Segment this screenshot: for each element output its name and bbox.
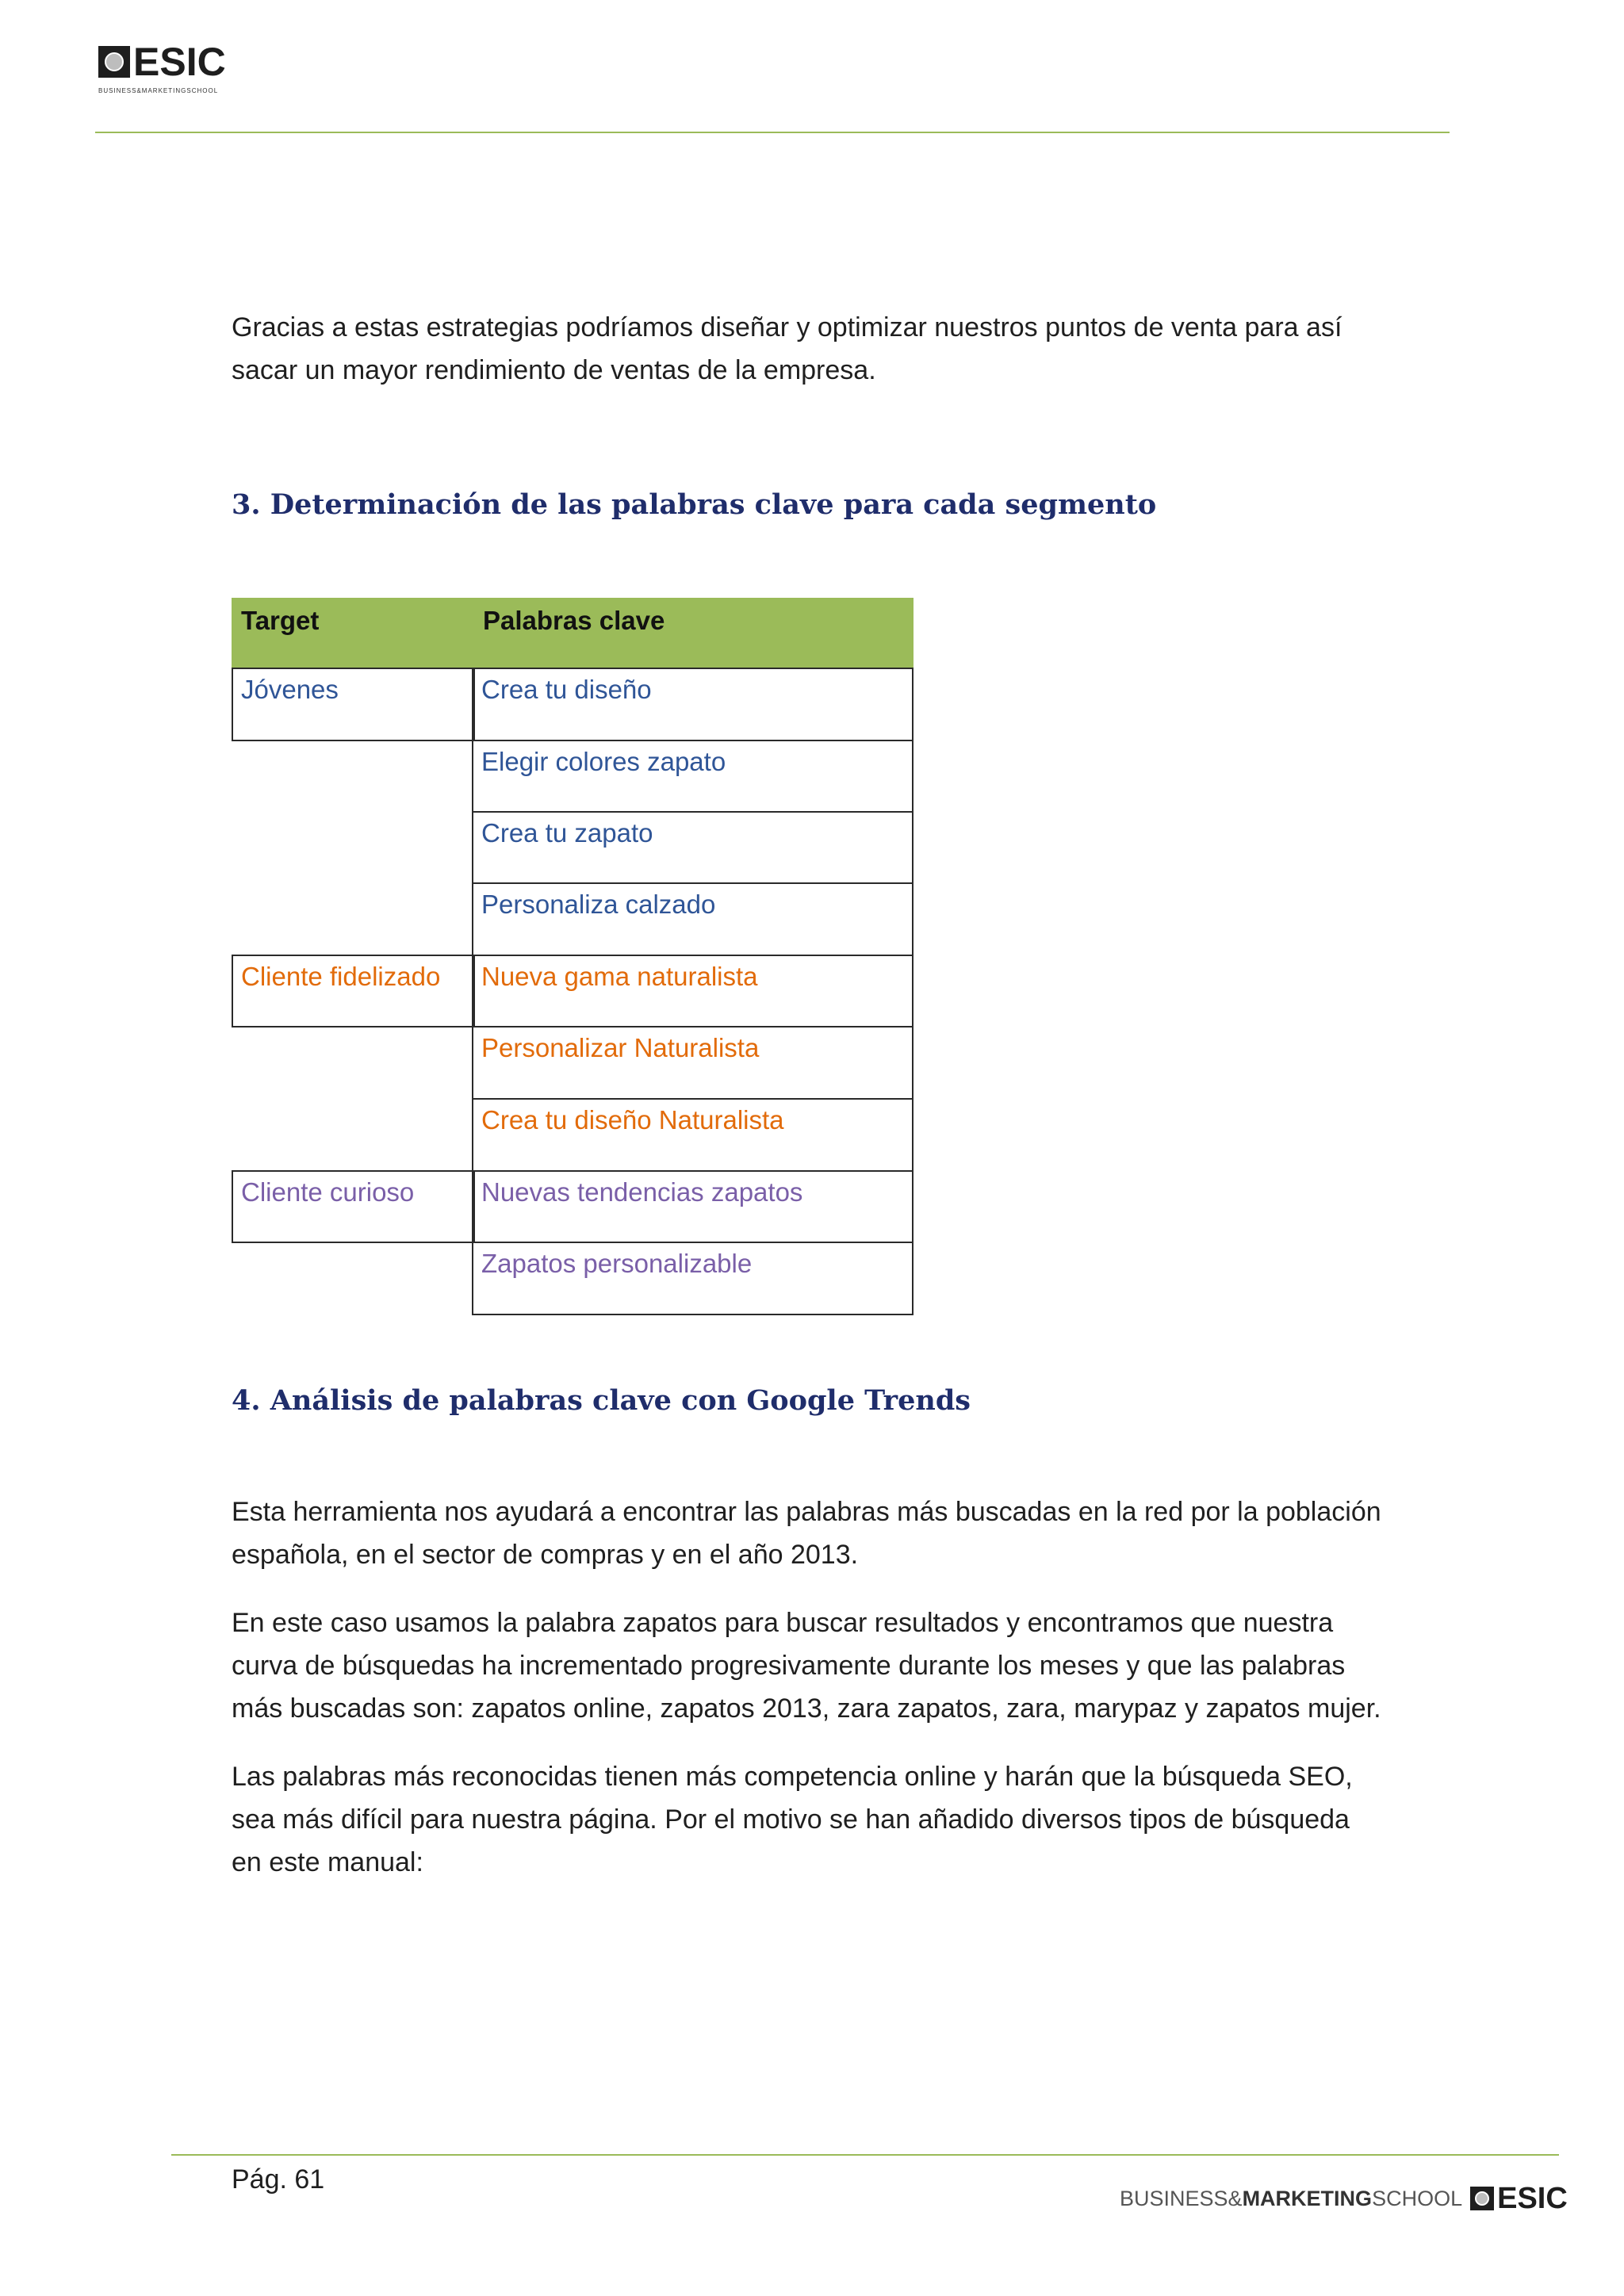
section-4-paragraph-2 (232, 1601, 1532, 1730)
section-4-heading: 4. Análisis de palabras clave con Google Trends (232, 1384, 971, 1417)
footer-divider (171, 2154, 1559, 2156)
paragraph-line: más buscadas son: zapatos online, zapatos 2013, zara zapatos, zara, marypaz y zapatos mujer. (232, 1693, 1381, 1724)
keyword-cell: Personaliza calzado (472, 882, 914, 956)
section-3-heading: 3. Determinación de las palabras clave para cada segmento (232, 488, 1157, 521)
paragraph-line: Las palabras más reconocidas tienen más competencia online y harán que la búsqueda SEO, (232, 1762, 1353, 1792)
brand-text-bold: MARKETING (1242, 2186, 1373, 2210)
footer-logo-text: ESIC (1497, 2182, 1568, 2215)
keyword-cell: Zapatos personalizable (472, 1242, 914, 1315)
footer-brand (1120, 2182, 1568, 2215)
seal-icon (1470, 2187, 1494, 2210)
intro-line-2: sacar un mayor rendimiento de ventas de la empresa. (232, 355, 876, 385)
seal-icon (98, 46, 130, 78)
paragraph-line: En este caso usamos la palabra zapatos para buscar resultados y encontramos que nuestra (232, 1608, 1334, 1638)
paragraph-line: curva de búsquedas ha incrementado progresivamente durante los meses y que las palabras (232, 1651, 1346, 1681)
paragraph-line: en este manual: (232, 1847, 423, 1877)
keyword-cell: Crea tu diseño (472, 668, 914, 741)
keyword-cell: Crea tu zapato (472, 811, 914, 884)
logo-subtitle: BUSINESS&MARKETINGSCHOOL (98, 87, 219, 94)
target-cell: Jóvenes (232, 668, 475, 741)
intro-line-1: Gracias a estas estrategias podríamos diseñar y optimizar nuestros puntos de venta para así (232, 312, 1342, 342)
brand-text-1: BUSINESS& (1120, 2186, 1243, 2210)
paragraph-line: sea más difícil para nuestra página. Por el motivo se han añadido diversos tipos de búsqueda (232, 1804, 1350, 1835)
paragraph-line: española, en el sector de compras y en el año 2013. (232, 1540, 859, 1570)
keyword-cell: Personalizar Naturalista (472, 1026, 914, 1100)
paragraph-line: Esta herramienta nos ayudará a encontrar las palabras más buscadas en la red por la población (232, 1497, 1381, 1527)
logo-text: ESIC (133, 40, 226, 84)
keyword-cell: Crea tu diseño Naturalista (472, 1098, 914, 1172)
page-number: Pág. 61 (232, 2164, 325, 2195)
section-4-paragraph-3 (232, 1755, 1532, 1884)
keyword-cell: Elegir colores zapato (472, 740, 914, 813)
keyword-cell: Nueva gama naturalista (472, 955, 914, 1027)
header-keywords: Palabras clave (483, 606, 665, 635)
header-target: Target (241, 606, 320, 635)
target-cell: Cliente fidelizado (232, 955, 475, 1027)
keyword-cell: Nuevas tendencias zapatos (472, 1170, 914, 1243)
header-logo (98, 40, 226, 84)
section-4-paragraph-1 (232, 1490, 1532, 1576)
footer-logo (1470, 2182, 1568, 2215)
header-divider (95, 132, 1450, 133)
target-cell: Cliente curioso (232, 1170, 475, 1243)
table-header (232, 598, 914, 668)
brand-text-2: SCHOOL (1372, 2186, 1463, 2210)
intro-paragraph (232, 306, 1532, 392)
